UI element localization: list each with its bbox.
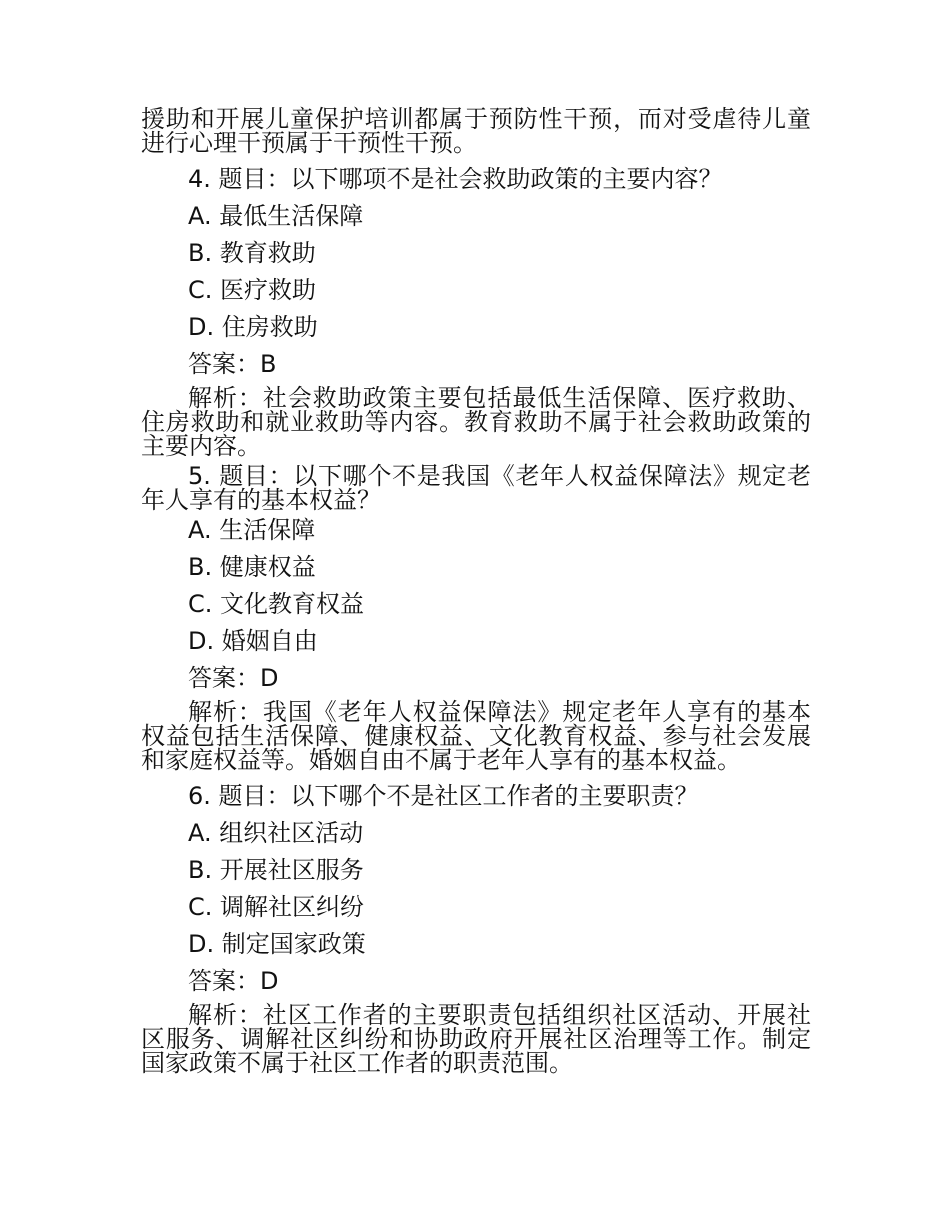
- explanation: 解析：我国《老年人权益保障法》规定老年人享有的基本权益包括生活保障、健康权益、文化教育权益、参与社会发展和家庭权益等。婚姻自由不属于老年人享有的基本权益。: [141, 698, 811, 774]
- option-b: B. 教育救助: [188, 239, 316, 267]
- option-a: A. 最低生活保障: [188, 202, 364, 230]
- option-a: A. 组织社区活动: [188, 819, 364, 847]
- option-d: D. 婚姻自由: [188, 627, 318, 655]
- explanation: 解析：社会救助政策主要包括最低生活保障、医疗救助、住房救助和就业救助等内容。教育救助不属于社会救助政策的主要内容。: [141, 384, 811, 460]
- answer: 答案：B: [188, 350, 277, 378]
- question-block: [141, 161, 811, 458]
- option-c: C. 调解社区纠纷: [188, 893, 365, 921]
- page-content: [141, 107, 811, 1075]
- option-a: A. 生活保障: [188, 516, 316, 544]
- option-c: C. 医疗救助: [188, 276, 317, 304]
- answer: 答案：D: [188, 664, 279, 692]
- question-block: [141, 778, 811, 1075]
- question-title: 4. 题目：以下哪项不是社会救助政策的主要内容？: [188, 165, 723, 193]
- previous-explanation-tail: 援助和开展儿童保护培训都属于预防性干预，而对受虐待儿童进行心理干预属于干预性干预。: [141, 105, 811, 157]
- question-block: [141, 464, 811, 772]
- option-d: D. 住房救助: [188, 313, 318, 341]
- question-title: 5. 题目：以下哪个不是我国《老年人权益保障法》规定老年人享有的基本权益？: [141, 462, 811, 514]
- option-c: C. 文化教育权益: [188, 590, 365, 618]
- answer: 答案：D: [188, 967, 279, 995]
- option-b: B. 开展社区服务: [188, 856, 364, 884]
- option-d: D. 制定国家政策: [188, 930, 366, 958]
- explanation: 解析：社区工作者的主要职责包括组织社区活动、开展社区服务、调解社区纠纷和协助政府开展社区治理等工作。制定国家政策不属于社区工作者的职责范围。: [141, 1001, 811, 1077]
- option-b: B. 健康权益: [188, 553, 316, 581]
- question-title: 6. 题目：以下哪个不是社区工作者的主要职责？: [188, 782, 699, 810]
